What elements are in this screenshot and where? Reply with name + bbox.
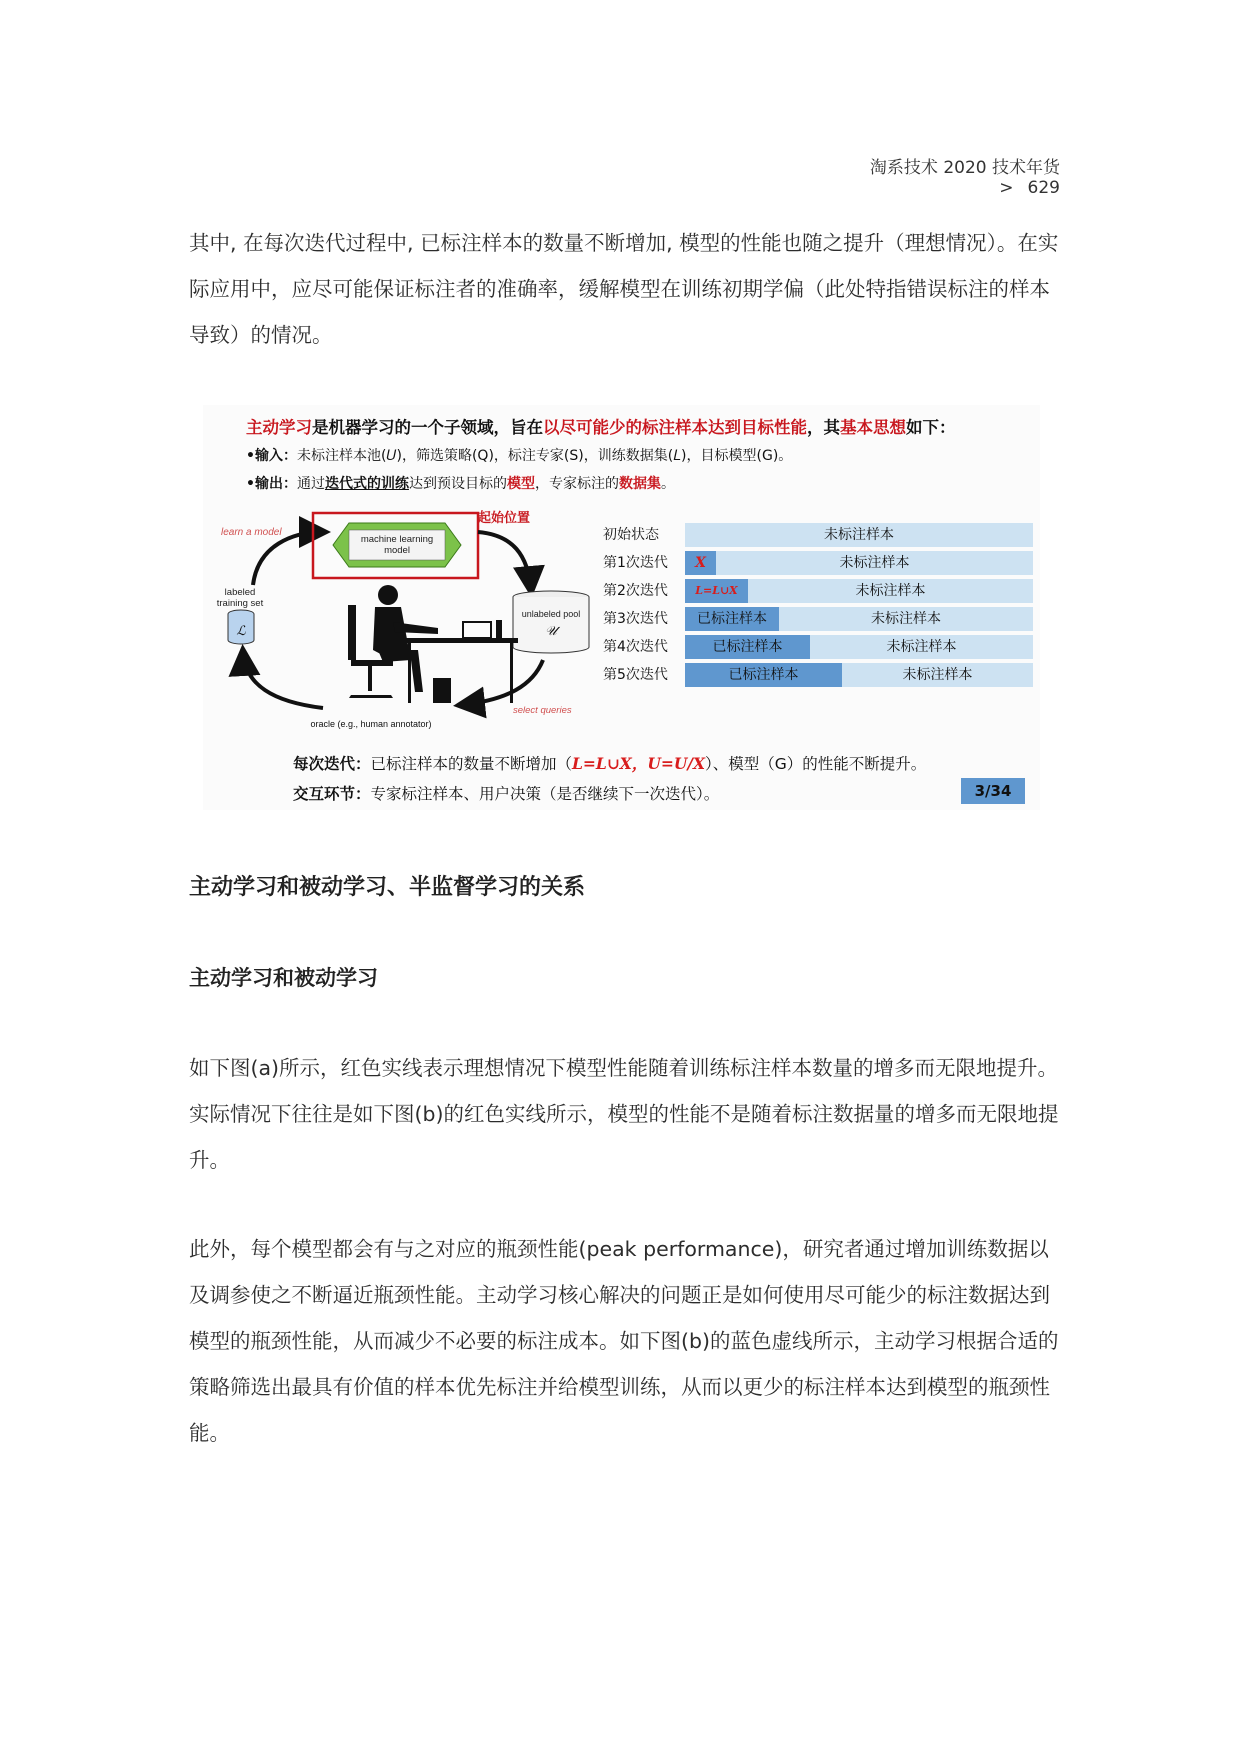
stage-row-initial	[603, 523, 1033, 547]
arrow-select-queries	[461, 660, 543, 705]
input-text: 未标注样本池(𝑈)，筛选策略(Q)，标注专家(S)，训练数据集(𝐿)，目标模型(G)。	[296, 448, 793, 464]
output-label: •输出：	[246, 476, 297, 492]
stage-bar	[685, 579, 1033, 603]
slide-output-line	[246, 473, 675, 493]
title-part-4: ，其	[807, 418, 840, 437]
summary1-formula: L=L∪X，U=U/X	[572, 754, 706, 773]
slide-input-line	[246, 445, 792, 465]
learn-model-label: learn a model	[221, 527, 282, 538]
summary2-text: 专家标注样本、用户决策（是否继续下一次迭代）。	[370, 785, 720, 803]
output-t7: 。	[660, 476, 675, 492]
oracle-label: oracle (e.g., human annotator)	[310, 719, 432, 729]
summary1-text2: ）、模型（G）的性能不断提升。	[705, 755, 927, 773]
stage-bar	[685, 663, 1033, 687]
stage-bar	[685, 523, 1033, 547]
summary1-label: 每次迭代：	[293, 755, 371, 773]
output-t5: ，专家标注的	[534, 476, 619, 492]
labeled-text-1: labeled	[224, 587, 256, 598]
title-part-2: 是机器学习的一个子领域，旨在	[312, 418, 543, 437]
title-part-1: 主动学习	[246, 418, 312, 437]
title-part-5: 基本思想	[840, 418, 906, 437]
labeled-segment: X	[685, 551, 716, 575]
unlabeled-segment: 未标注样本	[902, 667, 973, 683]
labeled-segment: 已标注样本	[685, 663, 842, 687]
paragraph-3: 此外，每个模型都会有与之对应的瓶颈性能(peak performance)，研究者通过增加训练数据以及调参使之不断逼近瓶颈性能。主动学习核心解决的问题正是如何使用尽可能少的标注数据达到模型的瓶颈性能，从而减少不必要的标注成本。如下图(b)的蓝色虚线所示，主动学习根据合适的策略筛选出最具有价值的样本优先标注并给模型训练，从而以更少的标注样本达到模型的瓶颈性能。	[189, 1237, 1059, 1445]
summary1-text: 已标注样本的数量不断增加（	[370, 755, 573, 773]
arrow-to-labeled	[243, 652, 323, 708]
title-part-3: 以尽可能少的标注样本达到目标性能	[543, 418, 807, 437]
arrow-to-pool	[478, 532, 531, 590]
page-number: 629	[1027, 178, 1060, 198]
paragraph-2: 如下图(a)所示，红色实线表示理想情况下模型性能随着训练标注样本数量的增多而无限地提升。实际情况下往往是如下图(b)的红色实线所示，模型的性能不是随着标注数据量的增多而无限地提升。	[189, 1056, 1059, 1172]
active-learning-slide	[203, 405, 1040, 810]
section-heading: 主动学习和被动学习、半监督学习的关系	[189, 875, 586, 900]
output-t2: 迭代式的训练	[324, 476, 409, 492]
stage-row-2	[603, 579, 1033, 603]
title-part-6: 如下：	[906, 418, 956, 437]
summary2-label: 交互环节：	[293, 785, 371, 803]
stage-row-3	[603, 607, 1033, 631]
paragraph-1: 其中, 在每次迭代过程中, 已标注样本的数量不断增加, 模型的性能也随之提升（理想情况）。在实际应用中，应尽可能保证标注者的准确率，缓解模型在训练初期学偏（此处特指错误标注的样本导致）的情况。	[189, 231, 1059, 347]
labeled-segment: L=L∪X	[685, 579, 748, 603]
unlabeled-segment: 未标注样本	[824, 527, 894, 543]
ml-model-text-2: model	[384, 545, 410, 556]
stage-label: 第1次迭代	[603, 555, 668, 571]
slide-page-badge: 3/34	[961, 778, 1025, 804]
stage-label: 第5次迭代	[603, 667, 668, 683]
running-header	[800, 153, 1060, 198]
stage-row-4	[603, 635, 1033, 659]
stage-row-1	[603, 551, 1033, 575]
input-label: •输入：	[246, 448, 297, 464]
subsection-heading: 主动学习和被动学习	[189, 966, 378, 990]
stage-bar	[685, 635, 1033, 659]
unlabeled-symbol: 𝒰	[545, 624, 557, 639]
stage-label: 第2次迭代	[603, 583, 668, 599]
output-t6: 数据集	[618, 476, 661, 492]
summary-interaction	[293, 782, 719, 804]
unlabeled-pool-label: unlabeled pool	[521, 609, 581, 619]
ml-model-text-1: machine learning	[360, 534, 434, 545]
output-t4: 模型	[506, 476, 535, 492]
stage-label: 第3次迭代	[603, 611, 668, 627]
output-t3: 达到预设目标的	[408, 476, 507, 492]
unlabeled-segment: 未标注样本	[886, 639, 957, 655]
labeled-segment: 已标注样本	[685, 635, 810, 659]
stage-row-5	[603, 663, 1033, 687]
start-position-label: 起始位置	[478, 511, 531, 526]
unlabeled-segment: 未标注样本	[839, 555, 910, 571]
unlabeled-segment: 未标注样本	[855, 583, 926, 599]
stage-bar	[685, 607, 1033, 631]
labeled-segment: 已标注样本	[685, 607, 779, 631]
unlabeled-segment: 未标注样本	[871, 611, 941, 627]
slide-title	[246, 414, 956, 438]
stage-label: 第4次迭代	[603, 639, 668, 655]
header-separator: >	[999, 178, 1014, 198]
labeled-symbol: ℒ	[236, 624, 246, 639]
select-queries-label: select queries	[513, 705, 572, 716]
active-learning-cycle-diagram	[213, 510, 603, 735]
labeled-text-2: training set	[216, 598, 264, 609]
stage-bar	[685, 551, 1033, 575]
stage-label: 初始状态	[603, 527, 659, 543]
book-title: 淘系技术 2020 技术年货	[869, 158, 1060, 178]
summary-iteration	[293, 752, 926, 774]
human-annotator-icon	[348, 585, 518, 703]
output-t1: 通过	[296, 476, 325, 492]
